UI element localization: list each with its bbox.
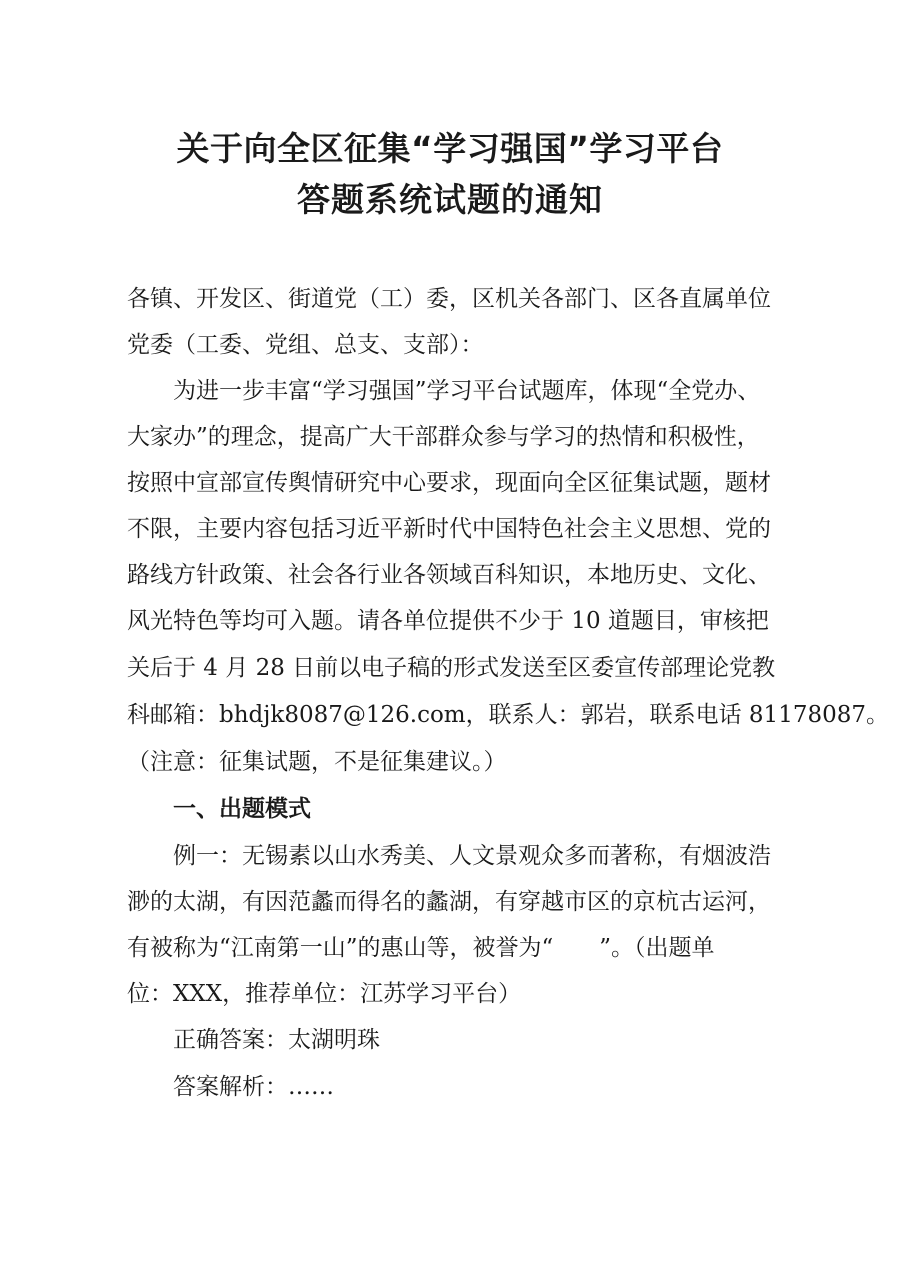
document-title-line-1: 关于向全区征集“学习强国”学习平台 [176,129,724,168]
body-paragraph-line-contact: 科邮箱：bhdjk8087@126.com，联系人：郭岩，联系电话 81178087。 [127,702,889,728]
body-paragraph-note: （注意：征集试题，不是征集建议。） [127,749,507,775]
example-line: 渺的太湖，有因范蠡而得名的蠡湖，有穿越市区的京杭古运河， [127,889,771,915]
answer-analysis: 答案解析：…… [173,1074,334,1100]
body-paragraph-line: 为进一步丰富“学习强国”学习平台试题库，体现“全党办、 [173,378,761,404]
body-paragraph-line: 大家办”的理念，提高广大干部群众参与学习的热情和积极性， [127,424,760,450]
addressee-line-2: 党委（工委、党组、总支、支部）： [127,332,484,358]
document-title-line-2: 答题系统试题的通知 [297,180,603,219]
body-paragraph-line: 不限，主要内容包括习近平新时代中国特色社会主义思想、党的 [127,516,771,542]
section-heading: 一、出题模式 [173,796,311,822]
addressee-line-1: 各镇、开发区、街道党（工）委，区机关各部门、区各直属单位 [127,286,771,312]
example-line: 位：XXX，推荐单位：江苏学习平台） [127,981,522,1007]
example-line: 有被称为“江南第一山”的惠山等，被誉为“ ”。（出题单 [127,935,715,961]
correct-answer: 正确答案：太湖明珠 [173,1027,380,1053]
body-paragraph-line: 按照中宣部宣传舆情研究中心要求，现面向全区征集试题，题材 [127,470,771,496]
body-paragraph-line: 路线方针政策、社会各行业各领域百科知识，本地历史、文化、 [127,562,771,588]
example-line: 例一：无锡素以山水秀美、人文景观众多而著称，有烟波浩 [173,843,771,869]
body-paragraph-line: 风光特色等均可入题。请各单位提供不少于 10 道题目，审核把 [127,608,769,634]
body-paragraph-line: 关后于 4 月 28 日前以电子稿的形式发送至区委宣传部理论党教 [127,655,776,681]
